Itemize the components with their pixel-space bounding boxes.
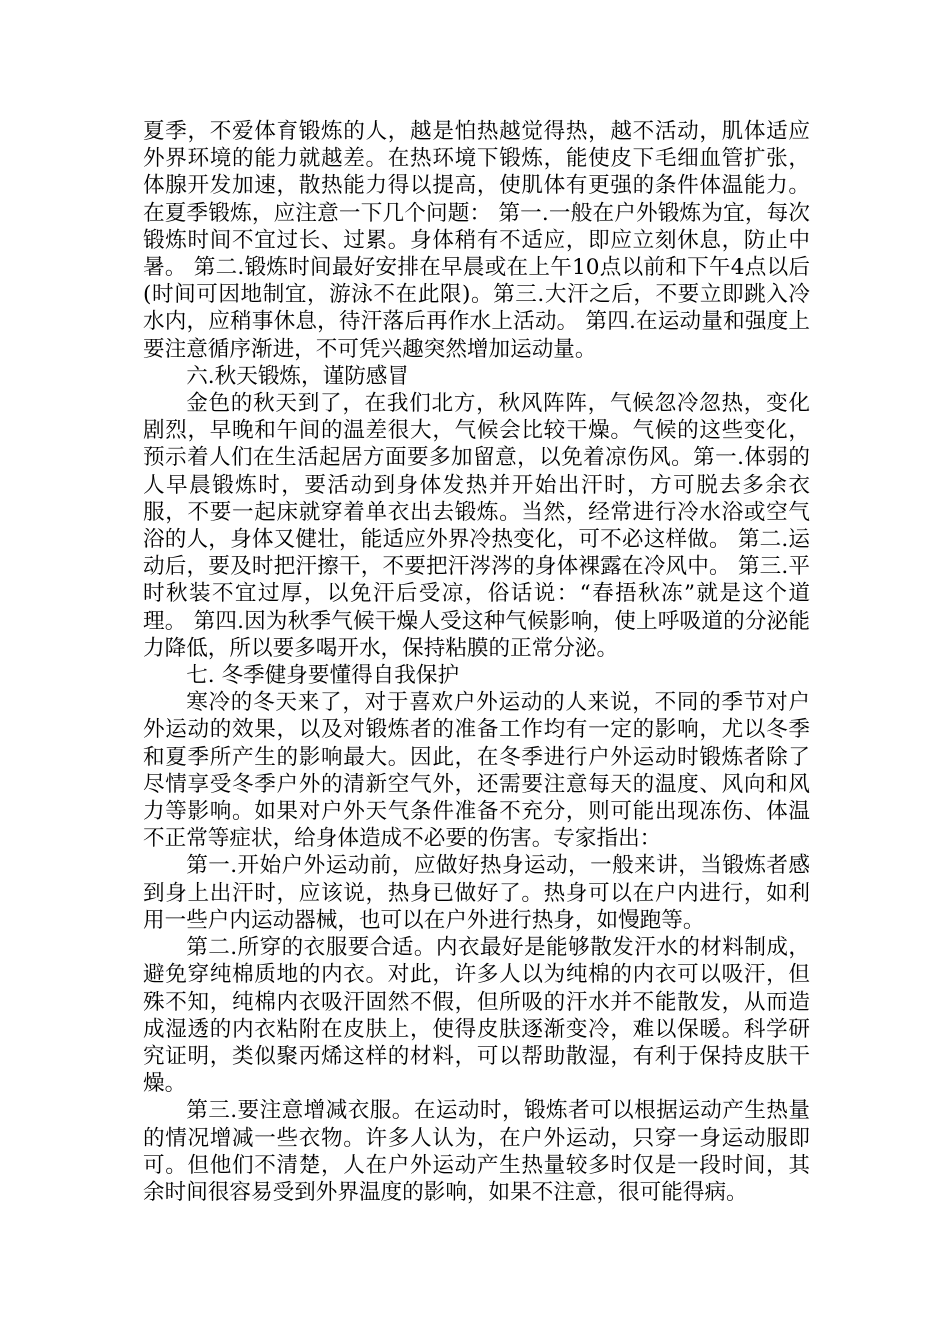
document-page	[143, 118, 810, 1206]
paragraph-winter-intro: 寒冷的冬天来了，对于喜欢户外运动的人来说，不同的季节对户外运动的效果，以及对锻炼者的准备工作均有一定的影响，尤以冬季和夏季所产生的影响最大。因此，在冬季进行户外运动时锻炼者除了尽情享受冬季户外的清新空气外，还需要注意每天的温度、风向和风力等影响。如果对户外天气条件准备不充分，则可能出现冻伤、体温不正常等症状，给身体造成不必要的伤害。专家指出：	[143, 690, 810, 852]
paragraph-summer-exercise: 夏季，不爱体育锻炼的人，越是怕热越觉得热，越不活动，肌体适应外界环境的能力就越差。在热环境下锻炼，能使皮下毛细血管扩张，体腺开发加速，散热能力得以提高，使肌体有更强的条件体温能力。在夏季锻炼，应注意一下几个问题： 第一.一般在户外锻炼为宜，每次锻炼时间不宜过长、过累。身体稍有不适应，即应立刻休息，防止中暑。 第二.锻炼时间最好安排在早晨或在上午10点以前和下午4点以后(时间可因地制宜，游泳不在此限)。第三.大汗之后，不要立即跳入冷水内，应稍事休息，待汗落后再作水上活动。 第四.在运动量和强度上要注意循序渐进，不可凭兴趣突然增加运动量。	[143, 119, 810, 362]
heading-autumn-exercise: 六.秋天锻炼，谨防感冒	[186, 363, 409, 389]
paragraph-winter-point-2: 第二.所穿的衣服要合适。内衣最好是能够散发汗水的材料制成，避免穿纯棉质地的内衣。对此，许多人以为纯棉的内衣可以吸汗，但殊不知，纯棉内衣吸汗固然不假，但所吸的汗水并不能散发，从而造成湿透的内衣粘附在皮肤上，使得皮肤逐渐变冷，难以保暖。科学研究证明，类似聚丙烯这样的材料，可以帮助散湿，有利于保持皮肤干燥。	[143, 935, 810, 1097]
paragraph-winter-point-3: 第三.要注意增减衣服。在运动时，锻炼者可以根据运动产生热量的情况增减一些衣物。许多人认为，在户外运动，只穿一身运动服即可。但他们不清楚，人在户外运动产生热量较多时仅是一段时间，其余时间很容易受到外界温度的影响，如果不注意，很可能得病。	[143, 1098, 810, 1205]
paragraph-autumn-exercise: 金色的秋天到了，在我们北方，秋风阵阵，气候忽冷忽热，变化剧烈，早晚和午间的温差很大，气候会比较干燥。气候的这些变化，预示着人们在生活起居方面要多加留意，以免着凉伤风。第一.体弱的人早晨锻炼时，要活动到身体发热并开始出汗时，方可脱去多余衣服，不要一起床就穿着单衣出去锻炼。当然，经常进行冷水浴或空气浴的人，身体又健壮，能适应外界冷热变化，可不必这样做。 第二.运动后，要及时把汗擦干，不要把汗涔涔的身体裸露在冷风中。 第三.平时秋装不宜过厚，以免汗后受凉，俗话说：“春捂秋冻”就是这个道理。 第四.因为秋季气候干燥人受这种气候影响，使上呼吸道的分泌能力降低，所以要多喝开水，保持粘膜的正常分泌。	[143, 391, 810, 661]
heading-winter-exercise: 七. 冬季健身要懂得自我保护	[186, 663, 460, 689]
paragraph-winter-point-1: 第一.开始户外运动前，应做好热身运动，一般来讲，当锻炼者感到身上出汗时，应该说，热身已做好了。热身可以在户内进行，如利用一些户内运动器械，也可以在户外进行热身，如慢跑等。	[143, 853, 810, 933]
